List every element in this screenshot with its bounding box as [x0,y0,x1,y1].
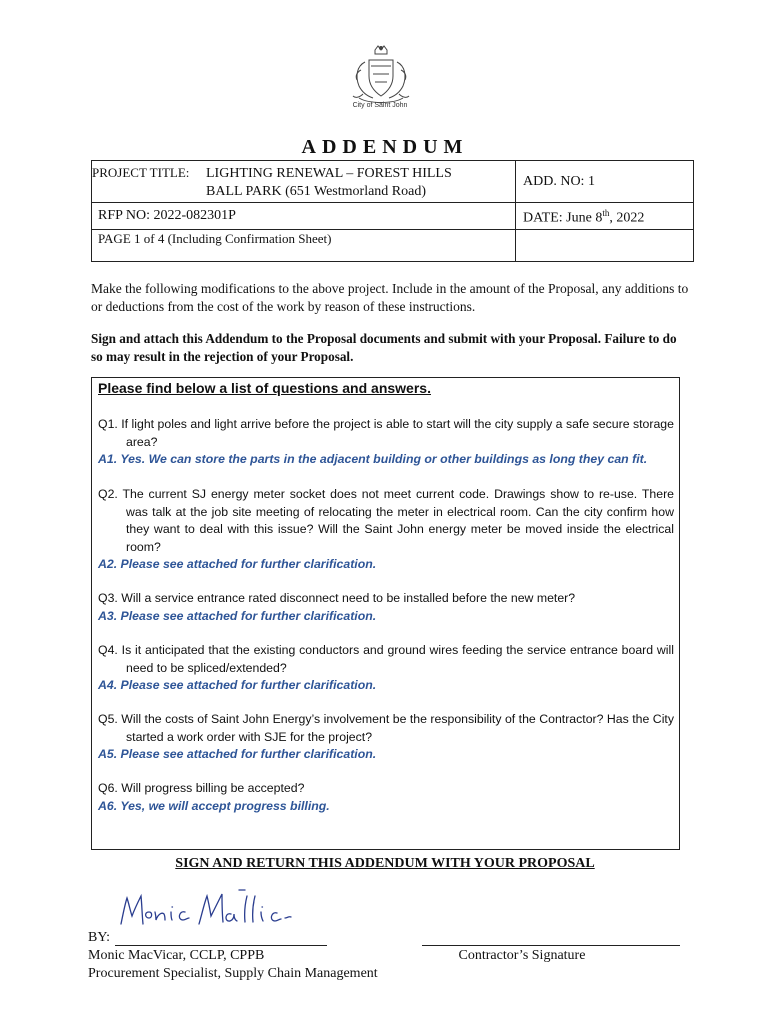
logo-caption: City of Saint John [352,102,408,109]
city-crest-icon [345,44,417,110]
date-superscript: th [602,208,610,218]
rfp-number: RFP NO: 2022-082301P [98,208,236,223]
contractor-signature-label: Contractor’s Signature [458,948,586,963]
question: Q3. Will a service entrance rated disconnect need to be installed before the new meter? [98,591,576,605]
qa-item [98,780,674,815]
date-prefix: DATE: June 8 [523,210,603,226]
addendum-number: ADD. NO: 1 [523,174,595,189]
project-title-label: PROJECT TITLE: [92,165,190,180]
qa-item [98,711,674,764]
qa-heading: Please find below a list of questions and answers. [98,380,431,396]
qa-item [98,416,674,469]
page-count: PAGE 1 of 4 (Including Confirmation Sheet) [98,231,332,246]
qa-item [98,642,674,695]
answer: A1. Yes. We can store the parts in the adjacent building or other buildings as long they can fit. [98,452,648,466]
table-divider [515,161,516,261]
project-info-table [91,160,694,262]
answer: A5. Please see attached for further clarification. [98,747,377,761]
warning-paragraph: Sign and attach this Addendum to the Proposal documents and submit with your Proposal. Failure to do so may result in the rejection of your Proposal. [91,331,677,364]
sign-return-heading: SIGN AND RETURN THIS ADDENDUM WITH YOUR PROPOSAL [175,856,595,871]
by-label: BY: [88,930,111,945]
document-title: ADDENDUM [301,136,469,158]
handwritten-signature [115,888,295,932]
question: Q4. Is it anticipated that the existing conductors and ground wires feeding the service entrance board will need to be spliced/extended? [98,643,674,675]
contractor-signature-line[interactable] [422,945,680,946]
question: Q5. Will the costs of Saint John Energy’s involvement be the responsibility of the Contractor? Has the City started a work order with SJE for the project? [98,712,674,744]
signer-title: Procurement Specialist, Supply Chain Management [88,966,378,981]
question: Q2. The current SJ energy meter socket does not meet current code. Drawings show to re-use. There was talk at the job site meeting of relocating the meter in electrical room. Can the city confirm how they want to deal with this issue? Will the Saint John energy meter be moved inside the electrical room? [98,487,674,554]
instructions-paragraph: Make the following modifications to the above project. Include in the amount of the Proposal, any additions to or deductions from the cost of the work by reason of these instructions. [91,281,689,314]
table-divider [92,229,693,230]
answer: A2. Please see attached for further clarification. [98,557,377,571]
signer-name: Monic MacVicar, CCLP, CPPB [88,948,265,963]
answer: A3. Please see attached for further clarification. [98,608,377,623]
question: Q6. Will progress billing be accepted? [98,781,305,795]
qa-item [98,486,674,574]
question: Q1. If light poles and light arrive before the project is able to start will the city supply a safe secure storage area? [98,417,674,449]
answer: A4. Please see attached for further clarification. [98,678,377,692]
project-title-value [206,165,506,201]
qa-item [98,590,674,625]
project-title-line: BALL PARK (651 Westmorland Road) [206,184,427,199]
questions-answers-box [91,377,680,850]
date-suffix: , 2022 [609,210,645,226]
project-title-line: LIGHTING RENEWAL – FOREST HILLS [206,166,452,181]
answer: A6. Yes, we will accept progress billing. [98,798,330,813]
table-divider [92,202,693,203]
signature-line [115,945,327,946]
addendum-date [523,208,644,227]
